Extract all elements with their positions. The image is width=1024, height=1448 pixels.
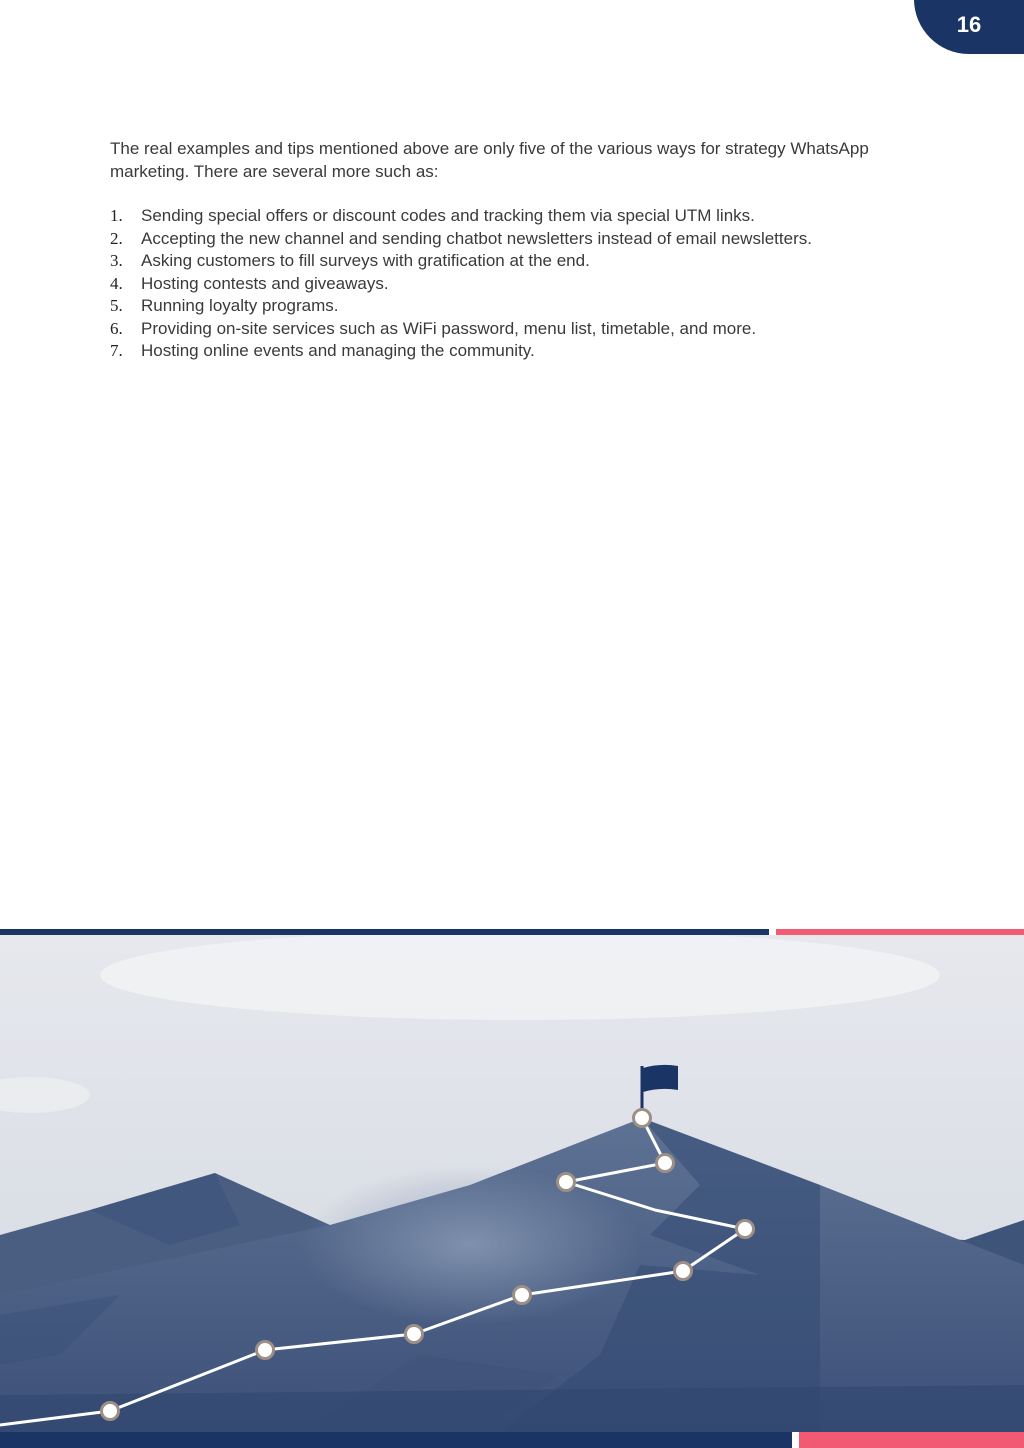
milestone-dot	[634, 1110, 651, 1127]
list-item-text: Hosting contests and giveaways.	[141, 273, 389, 293]
footer-bar-pink	[799, 1432, 1024, 1448]
list-item-text: Running loyalty programs.	[141, 296, 339, 315]
milestone-dot	[657, 1155, 674, 1172]
milestone-dot	[102, 1403, 119, 1420]
list-item-text: Asking customers to fill surveys with gratification at the end.	[141, 251, 590, 270]
list-item	[110, 205, 930, 228]
list-item-number: 1.	[110, 206, 123, 225]
list-item	[110, 273, 930, 296]
list-item-number: 6.	[110, 318, 123, 338]
list-item	[110, 340, 930, 363]
list-item	[110, 228, 930, 251]
footer-bar-navy	[0, 1432, 792, 1448]
milestone-dot	[737, 1221, 754, 1238]
milestone-dot	[406, 1326, 423, 1343]
page-number: 16	[956, 12, 982, 37]
list-item	[110, 250, 930, 273]
list-item-text: Accepting the new channel and sending chatbot newsletters instead of email newsletters.	[141, 228, 812, 248]
list-item-number: 7.	[110, 341, 123, 360]
intro-paragraph: The real examples and tips mentioned above are only five of the various ways for strategy WhatsApp marketing. There are several more such as:	[110, 139, 869, 181]
list-item	[110, 295, 930, 318]
list-item-text: Hosting online events and managing the community.	[141, 341, 535, 360]
list-item-text: Sending special offers or discount codes and tracking them via special UTM links.	[141, 206, 755, 225]
list-item-number: 5.	[110, 296, 123, 315]
milestone-dot	[514, 1287, 531, 1304]
main-content	[110, 138, 930, 363]
flag-icon	[643, 1065, 678, 1092]
list-item-number: 2.	[110, 228, 123, 248]
list-item-text: Providing on-site services such as WiFi password, menu list, timetable, and more.	[141, 318, 757, 338]
milestone-dot	[257, 1342, 274, 1359]
ideas-list	[110, 205, 930, 363]
milestone-dot	[558, 1174, 575, 1191]
list-item-number: 4.	[110, 273, 123, 293]
mountain-illustration	[0, 935, 1024, 1432]
milestone-dot	[675, 1263, 692, 1280]
list-item	[110, 318, 930, 341]
list-item-number: 3.	[110, 251, 123, 270]
